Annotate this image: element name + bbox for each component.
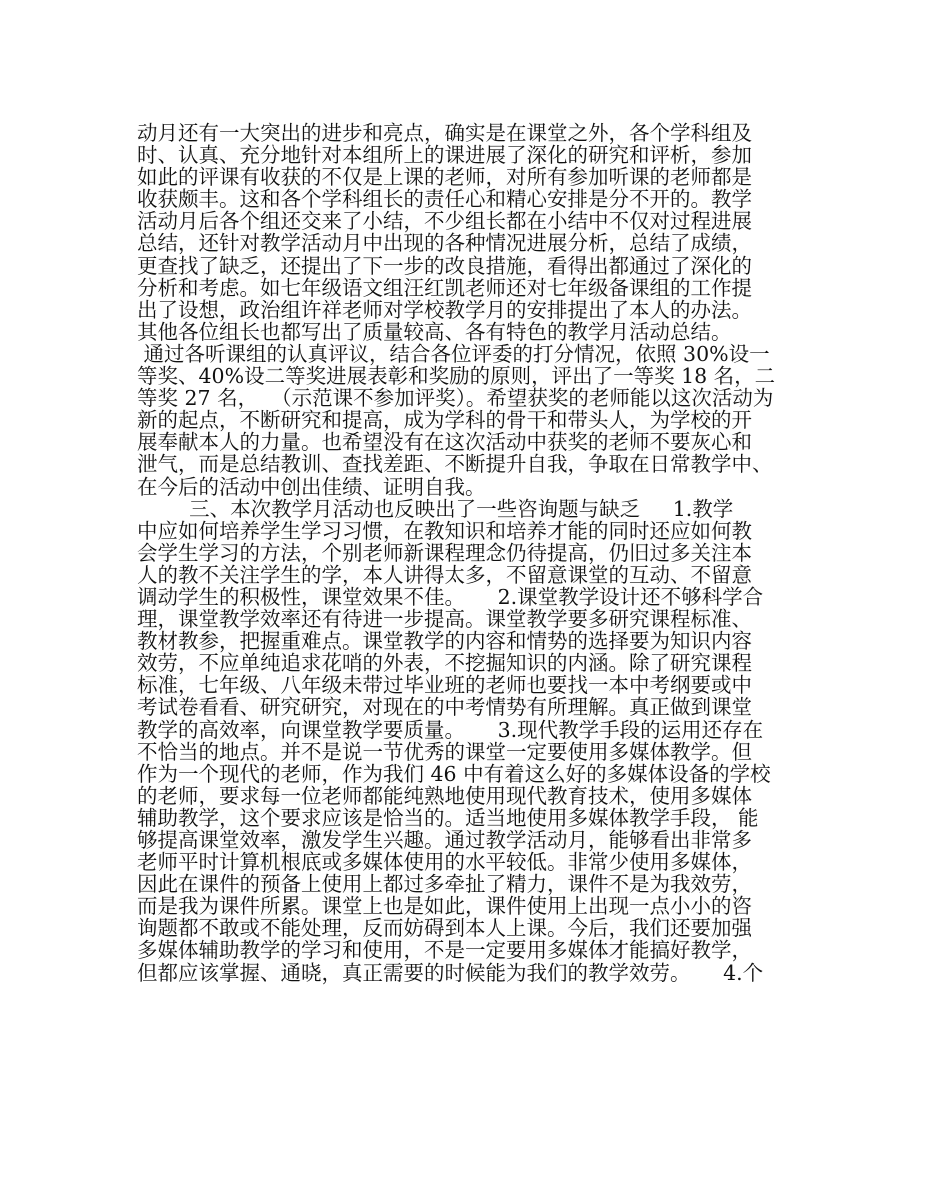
text-line: 时、认真、充分地针对本组所上的课进展了深化的研究和评析，参加 [137,143,752,168]
text-line: 三、本次教学月活动也反映出了一些咨询题与缺乏 1.教学 [137,496,734,521]
text-line: 出了设想，政治组许祥老师对学校教学月的安排提出了本人的办法。 [137,297,752,322]
text-line: 收获颇丰。这和各个学科组长的责任心和精心安排是分不开的。教学 [137,187,752,212]
text-line: 更查找了缺乏，还提出了下一步的改良措施，看得出都通过了深化的 [137,253,752,278]
text-line: 询题都不敢或不能处理，反而妨碍到本人上课。今后，我们还要加强 [137,916,752,941]
text-line: 作为一个现代的老师，作为我们 46 中有着这么好的多媒体设备的学校 [137,761,771,786]
text-line: 如此的评课有收获的不仅是上课的老师，对所有参加听课的老师都是 [137,165,752,190]
text-line: 老师平时计算机根底或多媒体使用的水平较低。非常少使用多媒体， [137,850,752,875]
text-line: 的老师，要求每一位老师都能纯熟地使用现代教育技术，使用多媒体 [137,783,752,808]
text-line: 多媒体辅助教学的学习和使用，不是一定要用多媒体才能搞好教学， [137,938,752,963]
text-line: 不恰当的地点。并不是说一节优秀的课堂一定要使用多媒体教学。但 [137,739,752,764]
text-line: 新的起点，不断研究和提高，成为学科的骨干和带头人，为学校的开 [137,408,752,433]
text-line: 等奖、40%设二等奖进展表彰和奖励的原则，评出了一等奖 18 名，二 [137,364,776,389]
text-line: 在今后的活动中创出佳绩、证明自我。 [137,474,486,499]
text-line: 教学的高效率，向课堂教学要质量。 3.现代教学手段的运用还存在 [137,717,764,742]
text-line: 考试卷看看、研究研究，对现在的中考情势有所理解。真正做到课堂 [137,695,752,720]
text-line: 分析和考虑。如七年级语文组汪红凯老师还对七年级备课组的工作提 [137,275,752,300]
text-line: 动月还有一大突出的进步和亮点，确实是在课堂之外，各个学科组及 [137,121,752,145]
text-line: 人的教不关注学生的学，本人讲得太多，不留意课堂的互动、不留意 [137,562,752,587]
text-line: 调动学生的积极性，课堂效果不佳。 2.课堂教学设计还不够科学合 [137,584,764,609]
text-line: 够提高课堂效率，激发学生兴趣。通过教学活动月，能够看出非常多 [137,828,752,852]
text-line: 效劳，不应单纯追求花哨的外表，不挖掘知识的内涵。除了研究课程 [137,651,752,676]
text-line: 等奖 27 名， （示范课不参加评奖）。希望获奖的老师能以这次活动为 [137,386,774,411]
text-line: 因此在课件的预备上使用上都过多牵扯了精力，课件不是为我效劳， [137,872,752,897]
text-line: 中应如何培养学生学习习惯，在教知识和培养才能的同时还应如何教 [137,518,752,543]
text-line: 辅助教学，这个要求应该是恰当的。适当地使用多媒体教学手段， 能 [137,805,759,830]
text-line: 总结，还针对教学活动月中出现的各种情况进展分析，总结了成绩， [137,231,752,256]
text-line: 泄气，而是总结教训、查找差距、不断提升自我，争取在日常教学中、 [137,452,773,477]
text-line: 会学生学习的方法，个别老师新课程理念仍待提高，仍旧过多关注本 [137,540,752,565]
text-line: 展奉献本人的力量。也希望没有在这次活动中获奖的老师不要灰心和 [137,430,752,455]
text-line: 标准，七年级、八年级未带过毕业班的老师也要找一本中考纲要或中 [137,673,752,698]
text-line: 教材教参，把握重难点。课堂教学的内容和情势的选择要为知识内容 [137,629,752,654]
text-line: 而是我为课件所累。课堂上也是如此，课件使用上出现一点小小的咨 [137,894,752,919]
body-text [137,122,817,984]
text-line: 通过各听课组的认真评议，结合各位评委的打分情况，依照 30%设一 [137,341,770,366]
text-line: 但都应该掌握、通晓，真正需要的时候能为我们的教学效劳。 4.个 [137,960,764,985]
text-line: 其他各位组长也都写出了质量较高、各有特色的教学月活动总结。 [137,319,732,344]
text-line: 活动月后各个组还交来了小结，不少组长都在小结中不仅对过程进展 [137,209,752,234]
text-line: 理，课堂教学效率还有待进一步提高。课堂教学要多研究课程标准、 [137,607,752,632]
